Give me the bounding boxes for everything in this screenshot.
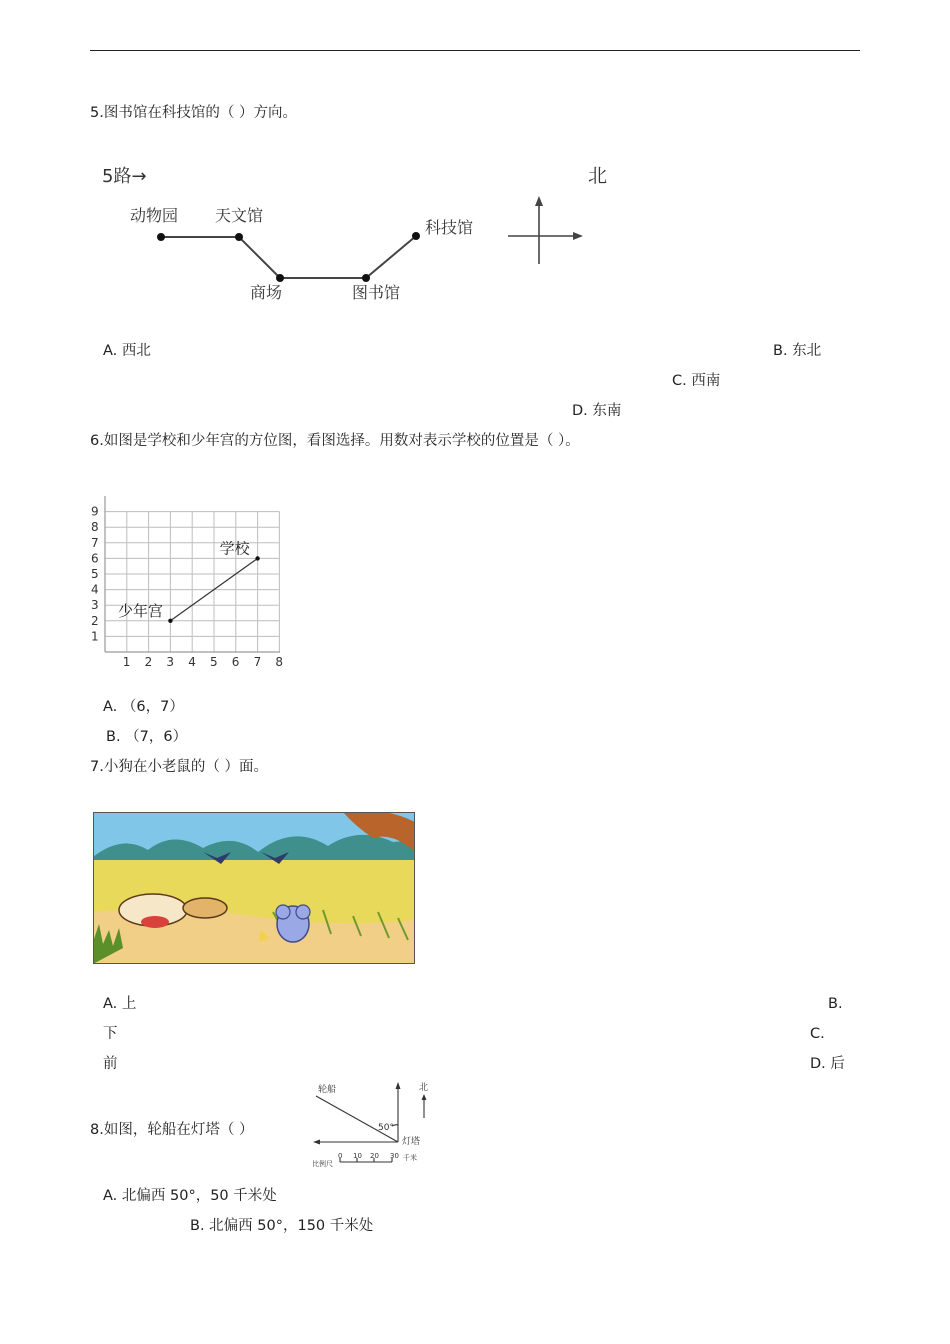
x-tick-label: 2 [144, 655, 153, 669]
x-tick-label: 7 [253, 655, 262, 669]
q7-option-c[interactable]: C. [810, 1026, 825, 1042]
y-tick-label: 6 [91, 551, 99, 566]
school-point [255, 556, 259, 560]
palace-label: 少年宫 [118, 601, 164, 620]
angle-label: 50° [378, 1123, 394, 1133]
y-tick-label: 2 [91, 613, 99, 628]
ship-label: 轮船 [318, 1085, 337, 1095]
q6-grid-map [88, 488, 288, 673]
x-tick-label: 8 [275, 655, 284, 669]
q7-option-d[interactable]: D. 后 [810, 1056, 845, 1072]
y-tick-label: 8 [91, 520, 99, 535]
q5-option-c[interactable]: C. 西南 [672, 373, 721, 389]
x-tick-label: 6 [231, 655, 240, 669]
scale-tick-20: 20 [370, 1152, 379, 1160]
q8-bearing-figure [310, 1080, 440, 1170]
grid-lines [105, 512, 279, 652]
q7-option-b-text[interactable]: 下 [103, 1026, 118, 1042]
stop-dot-library [362, 274, 370, 282]
y-tick-labels [91, 505, 99, 644]
compass-icon [508, 196, 583, 264]
q5-route-map [100, 160, 620, 310]
question-8-stem: 8.如图，轮船在灯塔（ ） [90, 1122, 254, 1138]
y-tick-label: 1 [91, 629, 99, 644]
stop-dot-observatory [235, 233, 243, 241]
q7-option-c-text[interactable]: 前 [103, 1056, 118, 1072]
scale-tick-10: 10 [353, 1152, 362, 1160]
q5-option-d[interactable]: D. 东南 [572, 403, 622, 419]
palace-point [168, 619, 172, 623]
q6-option-a[interactable]: A. （6，7） [103, 699, 184, 715]
stop-label-zoo: 动物园 [130, 206, 179, 225]
question-5-stem: 5.图书馆在科技馆的（ ）方向。 [90, 105, 297, 121]
scale-label: 比例尺 [312, 1160, 333, 1168]
stop-dot-science-museum [412, 232, 420, 240]
scale-tick-0: 0 [338, 1152, 343, 1160]
stop-dot-zoo [157, 233, 165, 241]
q5-option-a[interactable]: A. 西北 [103, 343, 151, 359]
y-tick-label: 4 [91, 582, 99, 597]
q8-option-a[interactable]: A. 北偏西 50°，50 千米处 [103, 1188, 277, 1204]
y-tick-label: 3 [91, 598, 99, 613]
north-label: 北 [588, 165, 608, 187]
route-line [161, 236, 416, 278]
x-tick-label: 4 [188, 655, 196, 669]
route-label: 5路→ [102, 166, 147, 187]
x-tick-label: 1 [122, 655, 131, 669]
q7-option-b[interactable]: B. [828, 996, 843, 1012]
y-tick-label: 7 [91, 535, 99, 550]
question-6-stem: 6.如图是学校和少年宫的方位图，看图选择。用数对表示学校的位置是（ ）。 [90, 433, 580, 449]
x-tick-label: 5 [210, 655, 218, 669]
q7-picture [93, 812, 415, 964]
q8-option-b[interactable]: B. 北偏西 50°，150 千米处 [190, 1218, 374, 1234]
school-label: 学校 [219, 539, 250, 558]
x-tick-labels [123, 655, 283, 669]
stop-label-mall: 商场 [250, 283, 283, 302]
scale-tick-30: 30 [390, 1152, 399, 1160]
header-rule [90, 50, 860, 51]
x-tick-label: 3 [166, 655, 175, 669]
north-label-q8: 北 [419, 1083, 429, 1093]
q5-option-b[interactable]: B. 东北 [773, 343, 822, 359]
q7-option-a[interactable]: A. 上 [103, 996, 137, 1012]
y-tick-label: 5 [91, 567, 99, 581]
y-tick-label: 9 [91, 504, 99, 519]
stop-dot-mall [276, 274, 284, 282]
q6-option-b[interactable]: B. （7，6） [106, 729, 188, 745]
stop-label-science-museum: 科技馆 [425, 218, 474, 237]
stop-label-observatory: 天文馆 [215, 206, 264, 225]
stop-label-library: 图书馆 [352, 283, 401, 302]
scale-unit: 千米 [403, 1154, 417, 1162]
question-7-stem: 7.小狗在小老鼠的（ ）面。 [90, 759, 268, 775]
lighthouse-label: 灯塔 [402, 1137, 421, 1147]
